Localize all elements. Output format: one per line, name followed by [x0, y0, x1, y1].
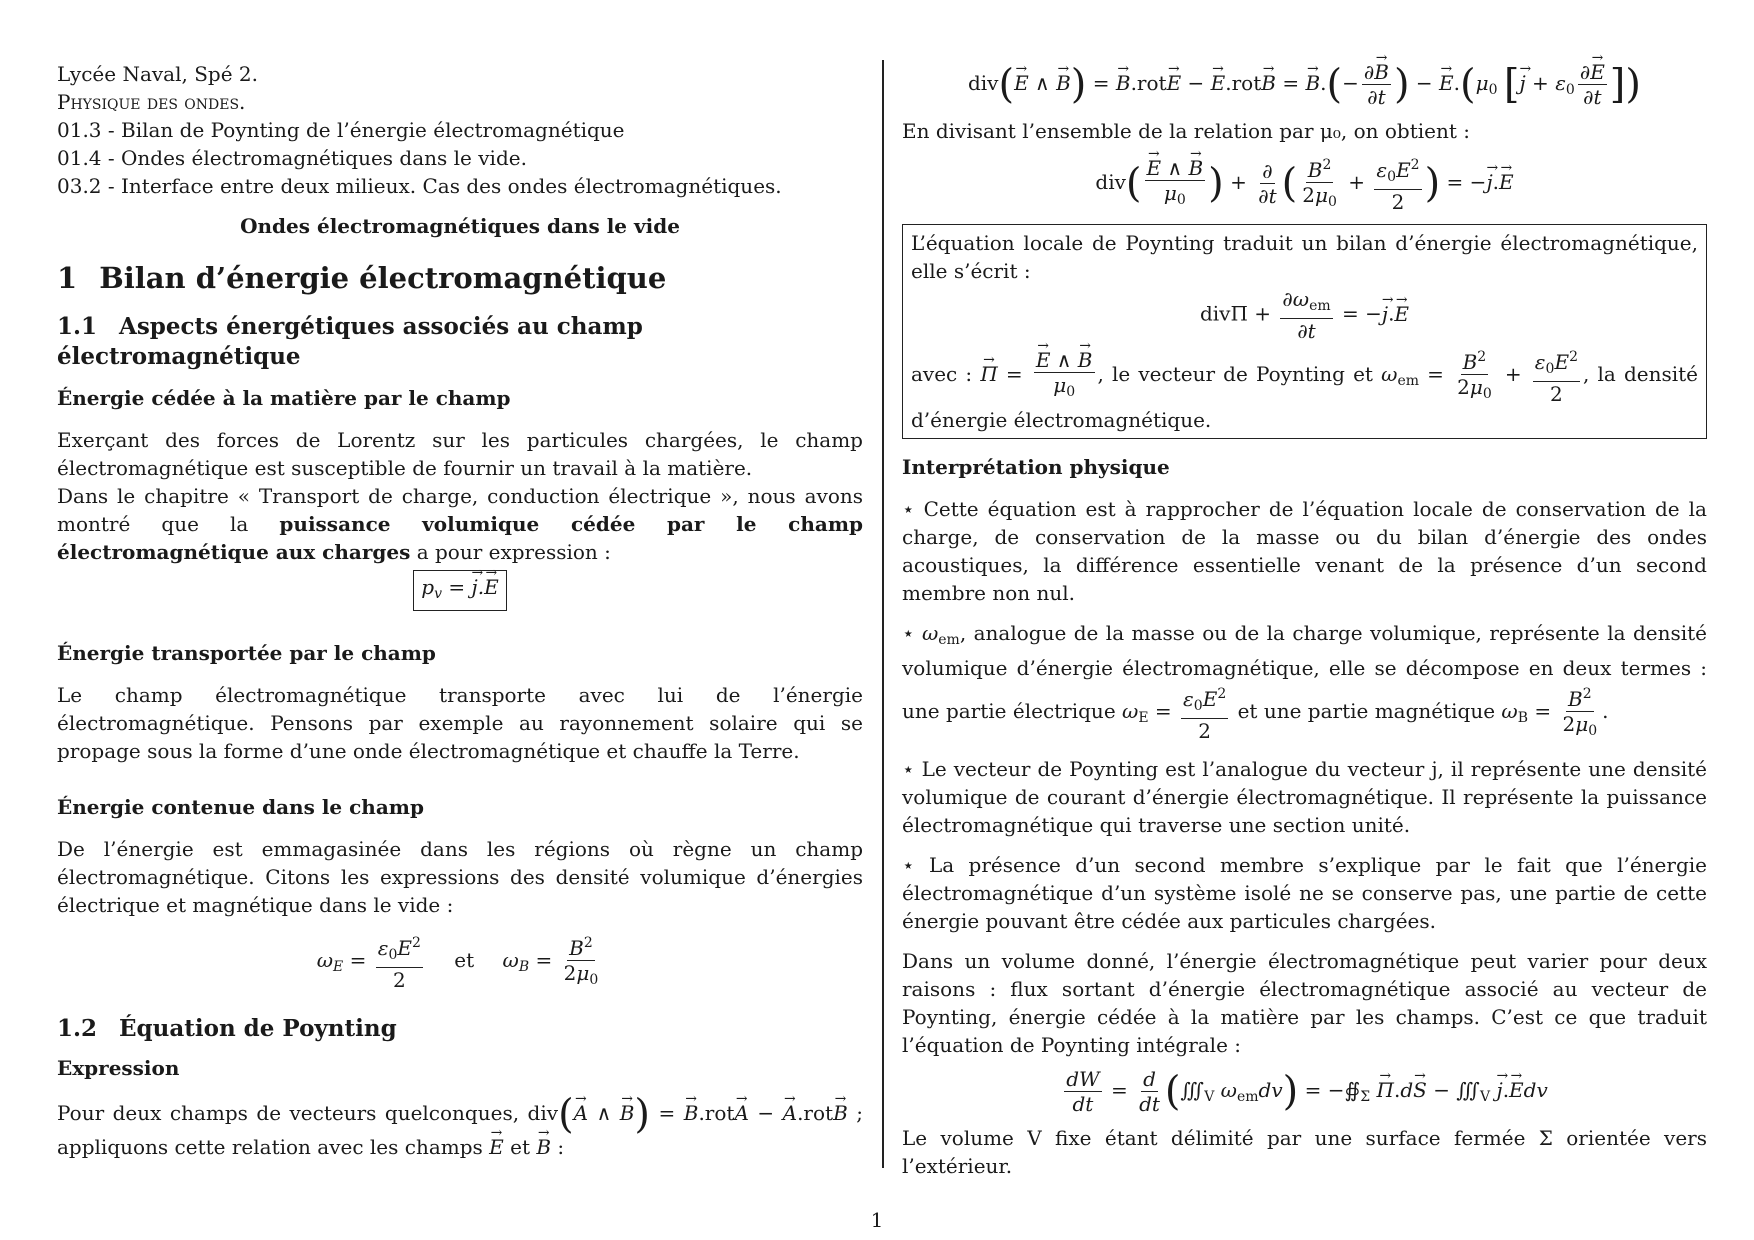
div-formula: div(→ E ∧ → B) = → B.rot→ E − → E.rot→ B = → B.(− $\frac{\partial\to B}{\partial t}$ ) − → $E.(\mu_0$ [→ $j + \varepsilon_0$ $\frac{\partial\to E}{\partial t}$ ]) — [902, 60, 1707, 109]
energy-density-formulas: $\omega_E$ = $\frac{\varepsilon_0E^2}{2}$ et $\omega_B$ = $\frac{B^2}{2\mu_0}$ — [57, 931, 863, 992]
power-density-formula: $p_v$ = → j.→ E — [57, 570, 863, 611]
final-paragraph: Le volume V fixe étant délimité par une surface fermée Σ orientée vers l’extérieur. — [902, 1126, 1707, 1178]
volume-paragraph: Dans un volume donné, l’énergie électromagnétique peut varier pour deux raisons : flux sortant d’énergie électromagnétique associé au vecteur de Poynting, énergie cédée à la matière par les champs. C’est ce que traduit l’équation de Poynting intégrale : — [902, 949, 1707, 1057]
section-1-2-number: 1.2 — [57, 1015, 98, 1042]
interpretation-bullet-1: ⋆ Cette équation est à rapprocher de l’équation locale de conservation de la charge, de conservation de la masse ou du bilan d’énergie des ondes acoustiques, la différence essentielle venant de la présence d’un second membre non nul. — [902, 497, 1707, 605]
header-line-1: Lycée Naval, Spé 2. — [57, 62, 258, 86]
document-header — [57, 60, 863, 200]
section-1-1-number: 1.1 — [57, 313, 98, 340]
header-line-2: Physique des ondes. — [57, 90, 246, 114]
energy-transported-heading: Énergie transportée par le champ — [57, 641, 436, 665]
integral-poynting-equation: $\frac{dW}{dt}$ = $\frac{d}{dt}$ ($∭_V$ $\omega_{em}dv$) = $-∯_\Sigma \to \Pi.d\to S$ − $∭_V \to j.\to$ Edv — [902, 1067, 1707, 1116]
document-title: Ondes électromagnétiques dans le vide — [240, 214, 680, 238]
section-1-2-heading — [57, 1014, 863, 1044]
interpretation-heading: Interprétation physique — [902, 455, 1170, 479]
energy-ceded-paragraph-1: Exerçant des forces de Lorentz sur les particules chargées, le champ électromagnétique est susceptible de fournir un travail à la matière. — [57, 428, 863, 480]
energy-ceded-heading: Énergie cédée à la matière par le champ — [57, 386, 511, 410]
section-1-title: Bilan d’énergie électromagnétique — [99, 261, 667, 295]
section-1-1-heading — [57, 312, 863, 372]
header-line-4: 01.4 - Ondes électromagnétiques dans le vide. — [57, 146, 527, 170]
header-line-5: 03.2 - Interface entre deux milieux. Cas des ondes électromagnétiques. — [57, 174, 782, 198]
dividing-text: En divisant l’ensemble de la relation par μ₀, on obtient : — [902, 119, 1471, 143]
local-poynting-equation: divΠ + $\frac{\partial\omega_{em}}{\partial t}$ = −→ j.→ E — [911, 287, 1698, 343]
energy-contained-paragraph: De l’énergie est emmagasinée dans les régions où règne un champ électromagnétique. Citons les expressions des densité volumique d’énergies électrique et magnétique dans le vide : — [57, 837, 863, 917]
expression-heading: Expression — [57, 1056, 180, 1080]
interpretation-bullet-2: ⋆ $\omega_{em}$, analogue de la masse ou de la charge volumique, représente la densité volumique d’énergie électromagnétique, elle se décompose en deux termes : une partie électrique $\omega_E$ = $\frac{\varepsilon_0E^2}{2}$ et une partie magnétique $\omega_B$ = $\frac{B^2}{2\mu_0}$ . — [902, 621, 1707, 743]
section-1-2-title: Équation de Poynting — [119, 1015, 397, 1042]
theorem-intro: L’équation locale de Poynting traduit un bilan d’énergie électromagnétique, elle s’écrit : — [911, 231, 1698, 283]
expression-paragraph: Pour deux champs de vecteurs quelconques, div(→ A ∧ → B) = → B.rot→ A − → A.rot→ B ; appliquons cette relation avec les champs → E et → B : — [57, 1096, 863, 1164]
energy-contained-heading: Énergie contenue dans le champ — [57, 795, 424, 819]
interpretation-bullet-4: ⋆ La présence d’un second membre s’explique par le fait que l’énergie électromagnétique d’un système isolé ne se conserve pas, une partie de cette énergie pouvant être cédée aux particules chargées. — [902, 853, 1707, 933]
interpretation-bullet-3: ⋆ Le vecteur de Poynting est l’analogue du vecteur j, il représente une densité volumique de courant d’énergie électromagnétique. Il représente la puissance électromagnétique qui traverse une section unité. — [902, 757, 1707, 837]
theorem-definitions: avec : → Π = → $\frac{E \wedge \to B}{\mu_0}$ , le vecteur de Poynting et $\omega_{em}$ = $\frac{B^2}{2\mu_0}$ + $\frac{\varepsilon_0E^2}{2}$ , la densité d’énergie électromagnétique. — [911, 345, 1698, 434]
poynting-theorem-box — [902, 224, 1707, 439]
left-column — [57, 60, 863, 1164]
section-1-1-title: Aspects énergétiques associés au champ électromagnétique — [57, 313, 643, 370]
divided-formula: div( → $\frac{E \wedge \to B}{\mu_0}$ ) + $\frac{\partial}{\partial t}$ ( $\frac{B^2}{2\mu_0}$ + $\frac{\varepsilon_0E^2}{2}$ ) = −→ j.→ E — [902, 153, 1707, 214]
right-column — [902, 60, 1707, 1180]
energy-transported-paragraph: Le champ électromagnétique transporte avec lui de l’énergie électromagnétique. Pensons par exemple au rayonnement solaire qui se propage sous la forme d’une onde électromagnétique et chauffe la Terre. — [57, 683, 863, 763]
power-density-bold: puissance volumique cédée par le champ électromagnétique aux charges — [57, 512, 863, 564]
header-line-3: 01.3 - Bilan de Poynting de l’énergie électromagnétique — [57, 118, 625, 142]
section-1-heading — [57, 260, 863, 296]
energy-ceded-paragraph-2: Dans le chapitre « Transport de charge, conduction électrique », nous avons montré que la puissance volumique cédée par le champ électromagnétique aux charges a pour expression : — [57, 484, 863, 564]
section-1-number: 1 — [57, 261, 78, 295]
column-divider — [882, 60, 884, 1168]
page-number: 1 — [870, 1208, 884, 1232]
